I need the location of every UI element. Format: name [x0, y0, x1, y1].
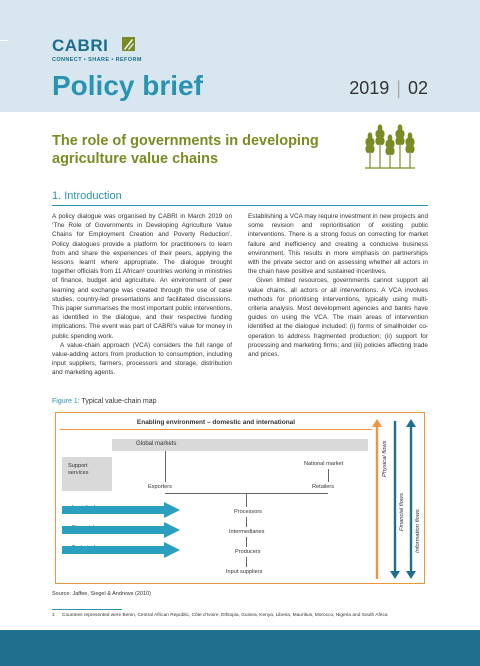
cabri-logo-icon	[122, 37, 135, 51]
financial-flows-label: Financial flows	[399, 492, 405, 531]
support-arrow	[62, 522, 180, 538]
body-paragraph: A value-chain approach (VCA) considers the full range of value-adding actors from production to consumption, including input suppliers, farmers, processors and storage, distribution and marketing agents.	[52, 341, 232, 377]
section-divider	[52, 205, 428, 206]
global-markets-label: Global markets	[136, 441, 177, 447]
section-title: 1. Introduction	[52, 190, 122, 202]
body-paragraph: Given limited resources, governments cannot support all value chains, all actors or all interventions. A VCA involves methods for prioritising interventions, typically using multi-criteria analysis. Most development agencies and banks have guides on using the VCA. The main areas of intervention identified at the dialogue included: (i) forms of smallholder co-operation to address fragmented production; (ii) support for processing and marketing firms; and (iii) policies affecting trade and prices.	[248, 277, 428, 359]
support-arrows	[62, 501, 182, 559]
issue-number	[349, 78, 428, 99]
intermediaries-label: Intermediaries	[229, 529, 265, 535]
support-arrow	[62, 502, 180, 518]
national-market-label: National market	[304, 461, 344, 467]
brief-title: Policy brief	[52, 70, 203, 101]
cabri-logo	[52, 36, 142, 63]
chain-line	[246, 557, 247, 567]
figure-caption	[52, 398, 157, 405]
flow-arrows	[372, 417, 422, 583]
body-column-left	[52, 212, 232, 378]
issue-separator: |	[396, 78, 401, 98]
environment-title: Enabling environment – domestic and international	[136, 419, 296, 426]
chain-line	[328, 469, 329, 482]
chain-line	[165, 451, 166, 482]
producers-label: Producers	[235, 549, 261, 555]
information-flows-label: Information flows	[415, 509, 421, 553]
logo-tagline: CONNECT • SHARE • REFORM	[52, 57, 142, 63]
support-arrow	[62, 542, 180, 558]
body-paragraph: Establishing a VCA may require investment in new projects and some revision and reprioritisation of existing public interventions. There is a strong focus on correcting for market failure and inefficiency and creating a conducive business environment. This results in more emphasis on partnerships with the private sector and on assessing whether all actors in the chain have positive and sustained incentives.	[248, 213, 428, 276]
footnote	[52, 613, 428, 620]
figure-caption-text: Typical value-chain map	[79, 398, 157, 405]
figure-caption-label: Figure 1:	[52, 398, 80, 405]
body-column-right	[248, 212, 428, 359]
support-services-line: services	[68, 470, 89, 476]
body-paragraph: A policy dialogue was organised by CABRI in March 2019 on ‘The Role of Governments in Developing Agriculture Value Chains for Employment Creation and Poverty Reduction’. Policy dialogues provide a platform for practitioners to learn from and share the experiences of their peers, applying the lessons learnt where appropriate. The dialogue brought together officials from 11 African¹ countries working in ministries of finance, budget and agriculture. An environment of peer learning and exchange was created through the use of case studies, country-led presentations and facilitated discussions. This paper summarises the most important public interventions, as identified in the dialogue, and their respective funding implications. The event was part of CABRI’s value for money in public spending work.	[52, 213, 232, 340]
input-suppliers-label: Input suppliers	[226, 569, 263, 575]
support-services-line: Support	[68, 463, 88, 469]
processors-label: Processors	[234, 509, 262, 515]
value-chain-figure	[55, 412, 425, 584]
physical-flows-label: Physical flows	[382, 440, 388, 477]
chain-line	[246, 537, 247, 547]
footnote-text: Countries represented were Benin, Central African Republic, Côte d’Ivoire, Ethiopia, Guinea, Kenya, Liberia, Mauritius, Morocco, Nigeria and South Africa	[62, 613, 388, 618]
retailers-label: Retailers	[312, 484, 335, 490]
document-title: The role of governments in developing agriculture value chains	[52, 133, 319, 167]
wheat-icon	[360, 122, 420, 176]
environment-rule	[60, 429, 372, 430]
chain-line	[246, 493, 247, 507]
footnote-number: 1	[52, 613, 55, 618]
issue-year: 2019	[349, 78, 390, 98]
issue-no: 02	[407, 78, 428, 98]
header-band	[0, 0, 480, 112]
figure-source: Source: Jaffee, Siegel & Andrews (2010)	[52, 591, 151, 597]
chain-line	[246, 517, 247, 527]
exporters-label: Exporters	[148, 484, 172, 490]
footer-band	[0, 630, 480, 666]
footnote-divider	[52, 609, 122, 610]
crop-mark	[0, 40, 8, 41]
logo-name: CABRI	[52, 36, 109, 55]
support-services-label	[68, 463, 89, 477]
